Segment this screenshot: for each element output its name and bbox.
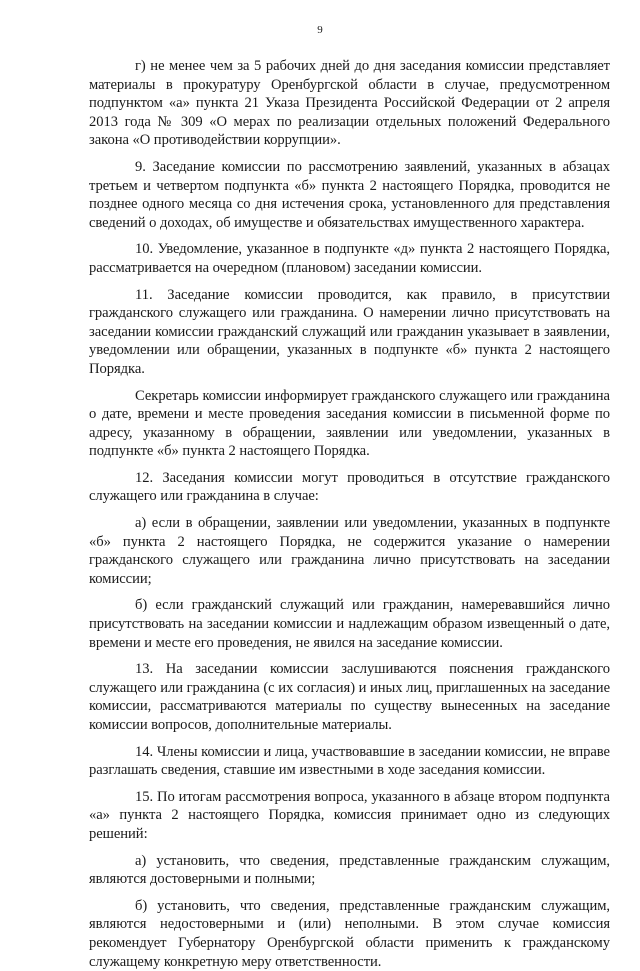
paragraph-9: 9. Заседание комиссии по рассмотрению заявлений, указанных в абзацах третьем и четвертом подпункта «б» пункта 2 настоящего Порядка, проводится не позднее одного месяца со дня истечения срока, установленного для представления сведений о доходах, об имуществе и обязательствах имущественного характера.	[89, 158, 610, 231]
paragraph-11: 11. Заседание комиссии проводится, как правило, в присутствии гражданского служащего или гражданина. О намерении лично присутствовать на заседании комиссии гражданский служащий или гражданин указывает в заявлении, уведомлении или обращении, указанных в подпункте «б» пункта 2 настоящего Порядка.	[89, 286, 610, 377]
paragraph-8g: г) не менее чем за 5 рабочих дней до дня заседания комиссии представляет материалы в прокуратуру Оренбургской области в случае, предусмотренном подпунктом «а» пункта 21 Указа Президента Российской Федерации от 2 апреля 2013 года № 309 «О мерах по реализации отдельных положений Федерального закона «О противодействии коррупции».	[89, 58, 610, 149]
paragraph-12: 12. Заседания комиссии могут проводиться в отсутствие гражданского служащего или гражданина в случае:	[89, 469, 610, 505]
paragraph-15b: б) установить, что сведения, представленные гражданским служащим, являются недостоверными и (или) неполными. В этом случае комиссия рекомендует Губернатору Оренбургской области применить к гражданскому служащему конкретную меру ответственности.	[89, 897, 610, 970]
paragraph-11-secretary: Секретарь комиссии информирует гражданского служащего или гражданина о дате, времени и месте проведения заседания комиссии в письменной форме по адресу, указанному в обращении, заявлении или уведомлении, указанных в подпункте «б» пункта 2 настоящего Порядка.	[89, 387, 610, 460]
paragraph-15: 15. По итогам рассмотрения вопроса, указанного в абзаце втором подпункта «а» пункта 2 настоящего Порядка, комиссия принимает одно из следующих решений:	[89, 788, 610, 842]
page-number: 9	[317, 24, 323, 36]
paragraph-12a: а) если в обращении, заявлении или уведомлении, указанных в подпункте «б» пункта 2 настоящего Порядка, не содержится указание о намерении гражданского служащего или гражданина лично присутствовать на заседании комиссии;	[89, 515, 610, 587]
paragraph-14: 14. Члены комиссии и лица, участвовавшие в заседании комиссии, не вправе разглашать сведения, ставшие им известными в ходе заседания комиссии.	[89, 743, 610, 779]
paragraph-13: 13. На заседании комиссии заслушиваются пояснения гражданского служащего или гражданина (с их согласия) и иных лиц, приглашенных на заседание комиссии, рассматриваются материалы по существу вынесенных на заседание комиссии вопросов, дополнительные материалы.	[89, 661, 610, 733]
paragraph-10: 10. Уведомление, указанное в подпункте «д» пункта 2 настоящего Порядка, рассматривается на очередном (плановом) заседании комиссии.	[89, 241, 610, 276]
paragraph-15a: а) установить, что сведения, представленные гражданским служащим, являются достоверными и полными;	[89, 852, 610, 888]
document-body	[89, 57, 610, 971]
paragraph-12b: б) если гражданский служащий или гражданин, намеревавшийся лично присутствовать на заседании комиссии и надлежащим образом извещенный о дате, времени и месте его проведения, не явился на заседание комиссии.	[89, 597, 610, 651]
